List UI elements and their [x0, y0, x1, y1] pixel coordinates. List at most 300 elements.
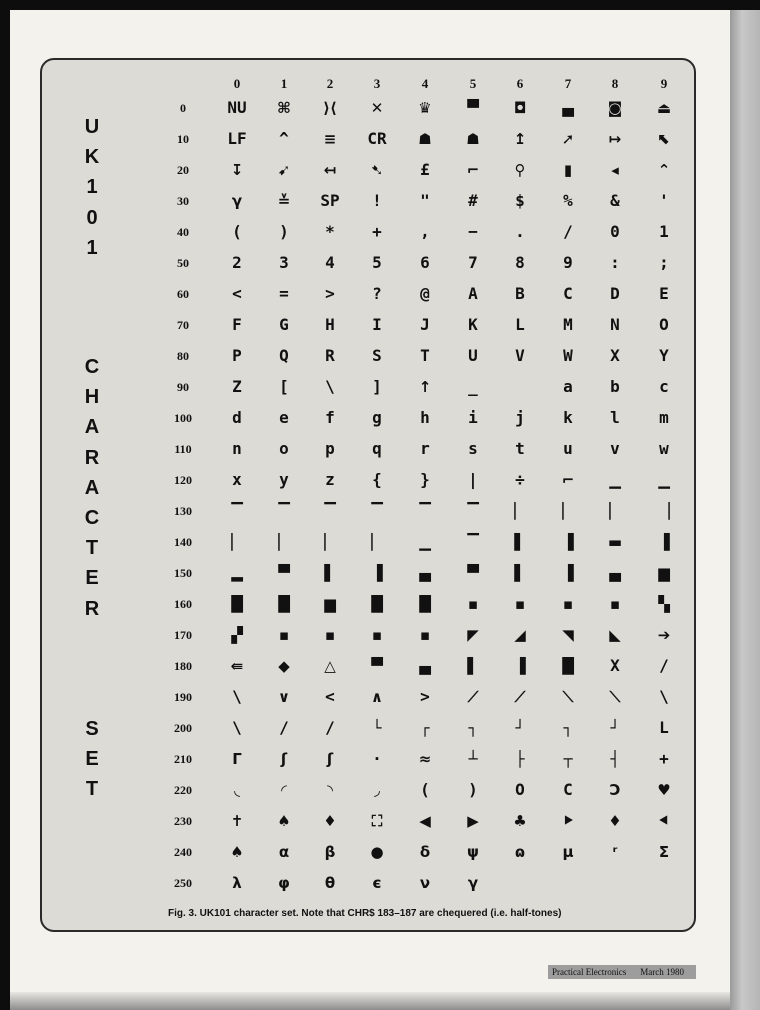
- character-glyph: ▏: [609, 502, 621, 520]
- character-glyph: #: [468, 191, 478, 210]
- character-glyph: β: [324, 843, 336, 861]
- character-glyph: ◟: [234, 781, 240, 799]
- character-glyph: ^: [279, 129, 289, 148]
- character-glyph: ◘: [513, 99, 527, 117]
- character-glyph: <: [232, 284, 242, 303]
- character-glyph: █: [231, 595, 243, 613]
- character-glyph: ◜: [281, 781, 287, 799]
- character-glyph: A: [468, 284, 478, 303]
- character-glyph: LF: [227, 129, 247, 148]
- character-glyph: J: [420, 315, 430, 334]
- character-glyph: a: [563, 377, 573, 396]
- character-glyph: %: [563, 191, 573, 210]
- character-glyph: Z: [232, 377, 242, 396]
- side-title-letter: R: [84, 446, 100, 469]
- character-glyph: /: [563, 222, 573, 241]
- character-glyph: ▁: [609, 471, 621, 489]
- character-glyph: █: [278, 595, 290, 613]
- character-glyph: ➔: [657, 626, 671, 644]
- character-glyph: [: [279, 377, 289, 396]
- character-glyph: ψ: [467, 843, 479, 861]
- character-glyph: ┘: [610, 719, 620, 737]
- character-glyph: n: [232, 439, 242, 458]
- character-glyph: l: [610, 408, 620, 427]
- character-glyph: H: [325, 315, 335, 334]
- character-glyph: ▀: [467, 564, 479, 582]
- character-glyph: ▪: [324, 626, 336, 644]
- character-glyph: ♣: [513, 812, 527, 830]
- character-glyph: ▪: [609, 595, 621, 613]
- character-glyph: \: [659, 687, 669, 706]
- character-glyph: ◣: [609, 626, 621, 644]
- character-glyph: Γ: [232, 750, 242, 768]
- character-glyph: γ: [467, 874, 479, 892]
- character-glyph: ▕: [658, 502, 670, 520]
- row-code: 120: [174, 473, 192, 487]
- character-glyph: ▮: [563, 161, 573, 179]
- character-glyph: ▔: [324, 502, 336, 520]
- character-glyph: ⇚: [230, 657, 244, 675]
- character-glyph: u: [563, 439, 573, 458]
- character-glyph: ': [659, 191, 669, 210]
- character-glyph: \: [325, 377, 335, 396]
- row-code: 200: [174, 721, 192, 735]
- character-glyph: φ: [278, 874, 290, 892]
- character-glyph: ʳ: [612, 843, 618, 861]
- character-glyph: ▪: [514, 595, 526, 613]
- page-bottom-shadow: [10, 992, 730, 1010]
- row-code: 60: [177, 287, 189, 301]
- character-glyph: c: [659, 377, 669, 396]
- character-glyph: 3: [279, 253, 289, 272]
- character-glyph: ʃ: [326, 750, 334, 768]
- character-glyph: ▔: [278, 502, 290, 520]
- character-glyph: ┌: [420, 719, 430, 737]
- character-glyph: \: [232, 718, 242, 737]
- character-glyph: ▆: [658, 564, 670, 582]
- character-glyph: ▌: [324, 564, 336, 582]
- character-glyph: R: [325, 346, 335, 365]
- character-glyph: X: [610, 346, 620, 365]
- character-glyph: Ɔ: [609, 781, 621, 799]
- character-glyph: +: [372, 222, 382, 241]
- character-glyph: +: [659, 749, 669, 768]
- character-glyph: $: [515, 191, 525, 210]
- character-glyph: ▐: [658, 533, 670, 551]
- character-glyph: ▁: [658, 471, 670, 489]
- character-glyph: W: [563, 346, 573, 365]
- side-title-letter: E: [85, 748, 99, 771]
- side-title-letter: U: [84, 116, 100, 138]
- character-glyph: ⌐: [466, 161, 480, 179]
- side-title-letter: T: [85, 778, 99, 801]
- character-glyph: ⌐: [561, 471, 575, 489]
- character-glyph: ◀: [419, 812, 431, 830]
- row-code: 250: [174, 876, 192, 890]
- character-glyph: ⏏: [656, 99, 672, 117]
- character-glyph: r: [420, 439, 430, 458]
- row-code: 140: [174, 535, 192, 549]
- character-glyph: <: [325, 687, 335, 706]
- character-glyph: ▏: [231, 533, 243, 551]
- character-glyph: O: [515, 780, 525, 799]
- character-glyph: 4: [325, 253, 335, 272]
- character-glyph: ◙: [607, 99, 623, 117]
- character-glyph: L: [515, 315, 525, 334]
- character-glyph: ▔: [419, 502, 431, 520]
- character-glyph: V: [515, 346, 525, 365]
- character-glyph: ]: [372, 377, 382, 396]
- character-glyph: y: [279, 470, 289, 489]
- character-glyph: ◤: [467, 626, 479, 644]
- character-glyph: ◢: [514, 626, 526, 644]
- side-title-letter: E: [85, 567, 99, 590]
- character-glyph: ν: [419, 874, 431, 892]
- character-glyph: Y: [659, 346, 669, 365]
- character-glyph: ≚: [277, 192, 291, 210]
- character-glyph: ▏: [278, 533, 290, 551]
- row-code: 210: [174, 752, 192, 766]
- character-glyph: △: [324, 657, 336, 675]
- side-title-letter: T: [85, 537, 99, 560]
- footer-date: March 1980: [640, 967, 684, 977]
- side-title-letter: C: [84, 356, 100, 378]
- character-glyph: 6: [420, 253, 430, 272]
- character-glyph: ▄: [419, 657, 431, 675]
- character-glyph: ▶: [467, 812, 479, 830]
- character-glyph: (: [420, 780, 430, 799]
- character-glyph: ⯇: [657, 812, 670, 830]
- character-glyph: ▌: [467, 657, 479, 675]
- character-glyph: ▐: [514, 657, 526, 675]
- character-glyph: ⚲: [514, 161, 526, 179]
- row-code: 20: [177, 163, 189, 177]
- character-glyph: ·: [374, 750, 380, 768]
- character-glyph: ◝: [327, 781, 333, 799]
- character-glyph: ▪: [278, 626, 290, 644]
- character-glyph: ▁: [419, 533, 431, 551]
- character-glyph: }: [420, 470, 430, 489]
- character-glyph: C: [563, 780, 573, 799]
- character-glyph: ⛶: [371, 812, 383, 830]
- row-code: 170: [174, 628, 192, 642]
- character-glyph: ▄: [609, 564, 621, 582]
- page-footer: [548, 965, 696, 979]
- row-code: 80: [177, 349, 189, 363]
- character-glyph: ɷ: [514, 843, 526, 861]
- character-glyph: 5: [372, 253, 382, 272]
- column-header: 3: [373, 76, 381, 91]
- character-glyph: ◥: [562, 626, 574, 644]
- character-glyph: D: [610, 284, 620, 303]
- character-glyph: s: [468, 439, 478, 458]
- character-glyph: α: [278, 843, 290, 861]
- character-glyph: F: [232, 315, 242, 334]
- character-glyph: m: [659, 408, 669, 427]
- row-code: 50: [177, 256, 189, 270]
- character-glyph: ▏: [562, 502, 574, 520]
- character-glyph: \: [232, 687, 242, 706]
- character-glyph: ↦: [608, 130, 622, 148]
- character-glyph: ♛: [418, 99, 432, 117]
- character-glyph: ≡: [323, 130, 337, 148]
- character-glyph: ↥: [513, 130, 527, 148]
- row-code: 180: [174, 659, 192, 673]
- character-glyph: x: [232, 470, 242, 489]
- character-glyph: █: [562, 657, 574, 675]
- character-glyph: ▪: [562, 595, 574, 613]
- character-glyph: ⟋: [467, 688, 479, 706]
- character-glyph: ☗: [466, 130, 480, 148]
- character-glyph: CR: [367, 129, 387, 148]
- character-glyph: ◞: [374, 781, 380, 799]
- row-code: 30: [177, 194, 189, 208]
- character-glyph: ": [420, 191, 430, 210]
- character-glyph: L: [659, 718, 669, 737]
- side-title-letter: 0: [86, 206, 98, 229]
- character-glyph: 8: [515, 253, 525, 272]
- row-code: 240: [174, 845, 192, 859]
- character-glyph: 7: [468, 253, 478, 272]
- character-glyph: z: [325, 470, 335, 489]
- character-glyph: ┐: [563, 719, 573, 737]
- character-glyph: ?: [372, 284, 382, 303]
- character-glyph: λ: [232, 874, 242, 892]
- column-header: 6: [516, 76, 524, 91]
- character-glyph: ▌: [514, 533, 526, 551]
- character-glyph: E: [659, 284, 669, 303]
- character-glyph: ▪: [371, 626, 383, 644]
- character-glyph: ÷: [515, 470, 525, 489]
- character-glyph: i: [468, 408, 478, 427]
- side-title-letter: 1: [86, 236, 98, 259]
- character-glyph: Σ: [658, 843, 670, 861]
- character-glyph: ●: [370, 843, 384, 861]
- row-code: 160: [174, 597, 192, 611]
- character-glyph: γ: [231, 192, 243, 210]
- character-glyph: £: [420, 160, 430, 179]
- character-glyph: N: [610, 315, 620, 334]
- character-glyph: .: [515, 222, 525, 241]
- character-glyph: q: [372, 439, 382, 458]
- character-glyph: ⟋: [514, 688, 526, 706]
- character-glyph: *: [325, 222, 335, 241]
- column-header: 4: [421, 76, 429, 91]
- character-glyph: v: [610, 439, 620, 458]
- character-glyph: t: [515, 439, 525, 458]
- character-glyph: @: [420, 284, 430, 303]
- character-glyph: ♠: [277, 812, 291, 830]
- character-glyph: ▀: [467, 99, 479, 117]
- column-header: 2: [326, 76, 334, 91]
- character-glyph: ▬: [607, 533, 623, 551]
- character-glyph: ▔: [231, 502, 243, 520]
- character-glyph: ⌃: [657, 161, 671, 179]
- figure-caption: Fig. 3. UK101 character set. Note that CHR$ 183–187 are chequered (i.e. half-tones): [168, 908, 562, 919]
- column-header: 1: [280, 76, 288, 91]
- row-code: 100: [174, 411, 192, 425]
- character-glyph: ♦: [323, 812, 337, 830]
- column-header: 0: [233, 76, 241, 91]
- character-glyph: δ: [419, 843, 431, 861]
- character-glyph: ▞: [231, 626, 243, 644]
- character-glyph: ⯈: [561, 812, 574, 830]
- character-glyph: μ: [562, 843, 574, 861]
- character-glyph: ▐: [562, 564, 574, 582]
- character-glyph: k: [563, 408, 573, 427]
- character-glyph: ┴: [468, 750, 478, 768]
- character-glyph: I: [372, 315, 382, 334]
- character-glyph: |: [468, 470, 478, 489]
- character-glyph: w: [659, 439, 669, 458]
- character-glyph: ,: [420, 222, 430, 241]
- character-glyph: o: [279, 439, 289, 458]
- character-glyph: G: [279, 315, 289, 334]
- character-glyph: :: [610, 253, 620, 272]
- character-glyph: (: [232, 222, 242, 241]
- character-glyph: K: [468, 315, 478, 334]
- row-code: 220: [174, 783, 192, 797]
- character-glyph: B: [515, 284, 525, 303]
- character-glyph: ▆: [324, 595, 336, 613]
- character-glyph: 0: [610, 222, 620, 241]
- column-header: 5: [469, 76, 477, 91]
- character-glyph: /: [279, 718, 289, 737]
- side-title-letter: A: [84, 416, 100, 439]
- character-glyph: 1: [659, 222, 669, 241]
- character-glyph: 2: [232, 253, 242, 272]
- character-glyph: M: [563, 315, 573, 334]
- character-glyph: 9: [563, 253, 573, 272]
- character-glyph: ▏: [514, 502, 526, 520]
- character-glyph: !: [372, 191, 382, 210]
- character-glyph: ▄: [419, 564, 431, 582]
- character-glyph: S: [372, 346, 382, 365]
- character-glyph: ┤: [610, 750, 620, 768]
- character-glyph: ≈: [418, 750, 432, 768]
- character-glyph: /: [659, 656, 669, 675]
- character-glyph: ◆: [278, 657, 290, 675]
- character-glyph: ⟩⟨: [323, 99, 337, 117]
- character-glyph: ▀: [371, 657, 383, 675]
- character-glyph: ▚: [658, 595, 670, 613]
- side-title-letter: A: [84, 476, 100, 499]
- character-glyph: ▂: [231, 564, 243, 582]
- row-code: 130: [174, 504, 192, 518]
- character-glyph: ∧: [370, 688, 384, 706]
- character-glyph: ↧: [230, 161, 244, 179]
- row-code: 70: [177, 318, 189, 332]
- character-glyph: &: [610, 191, 620, 210]
- character-glyph: f: [325, 408, 335, 427]
- character-glyph: ♠: [230, 843, 244, 861]
- character-glyph: P: [232, 346, 242, 365]
- character-glyph: e: [279, 408, 289, 427]
- character-glyph: ▄: [562, 99, 574, 117]
- character-glyph: ▐: [562, 533, 574, 551]
- row-code: 10: [177, 132, 189, 146]
- character-glyph: █: [419, 595, 431, 613]
- character-glyph: ▀: [278, 564, 290, 582]
- side-title-letter: R: [84, 597, 100, 620]
- character-glyph: T: [420, 346, 430, 365]
- side-title-letter: K: [84, 146, 100, 169]
- character-glyph: ↤: [323, 161, 337, 179]
- side-title-letter: H: [84, 386, 100, 409]
- row-code: 230: [174, 814, 192, 828]
- column-header: 7: [564, 76, 572, 91]
- row-code: 150: [174, 566, 192, 580]
- character-glyph: ⌘: [277, 99, 291, 117]
- character-glyph: ⟍: [609, 688, 621, 706]
- character-glyph: /: [325, 718, 335, 737]
- character-glyph: ➚: [561, 130, 575, 148]
- character-glyph: ▏: [324, 533, 336, 551]
- row-code: 90: [177, 380, 189, 394]
- character-glyph: ♦: [608, 812, 622, 830]
- character-glyph: ♥: [657, 781, 671, 799]
- character-glyph: ➷: [370, 161, 384, 179]
- side-title-letter: 1: [86, 176, 98, 199]
- character-glyph: ↑: [418, 378, 432, 396]
- character-glyph: ▔: [467, 502, 479, 520]
- character-glyph: >: [325, 284, 335, 303]
- character-glyph: _: [468, 377, 478, 396]
- character-glyph: ▏: [371, 533, 383, 551]
- row-code: 190: [174, 690, 192, 704]
- character-glyph: ▌: [514, 564, 526, 582]
- side-title-letter: S: [85, 718, 99, 740]
- character-glyph: ├: [515, 750, 525, 768]
- character-glyph: Q: [279, 346, 289, 365]
- character-glyph: =: [279, 284, 289, 303]
- footer-publication: Practical Electronics: [552, 967, 627, 977]
- character-glyph: C: [563, 284, 573, 303]
- character-glyph: b: [610, 377, 620, 396]
- character-glyph: X: [610, 656, 620, 675]
- character-glyph: └: [372, 719, 382, 737]
- character-glyph: ▪: [467, 595, 479, 613]
- character-glyph: {: [372, 470, 382, 489]
- character-glyph: ☗: [418, 130, 432, 148]
- character-glyph: j: [515, 408, 525, 427]
- character-glyph: ▔: [467, 533, 479, 551]
- character-glyph: ▪: [419, 626, 431, 644]
- character-glyph: ◂: [611, 161, 619, 179]
- character-glyph: ;: [659, 253, 669, 272]
- character-glyph: >: [420, 687, 430, 706]
- character-glyph: ▐: [371, 564, 383, 582]
- character-glyph: ┐: [468, 719, 478, 737]
- character-glyph: −: [468, 222, 478, 241]
- character-glyph: O: [659, 315, 669, 334]
- character-glyph: ⟍: [562, 688, 574, 706]
- character-glyph: h: [420, 408, 430, 427]
- character-glyph: ): [279, 222, 289, 241]
- character-glyph: ✕: [370, 99, 384, 117]
- character-glyph: θ: [324, 874, 336, 892]
- character-glyph: ʃ: [280, 750, 288, 768]
- character-glyph: ∨: [277, 688, 291, 706]
- character-glyph: є: [372, 874, 382, 892]
- character-glyph: NU: [227, 98, 247, 117]
- character-glyph: d: [232, 408, 242, 427]
- character-glyph: g: [372, 408, 382, 427]
- column-header: 9: [660, 76, 668, 91]
- row-code: 0: [180, 101, 186, 115]
- character-glyph: █: [371, 595, 383, 613]
- character-glyph: SP: [320, 191, 340, 210]
